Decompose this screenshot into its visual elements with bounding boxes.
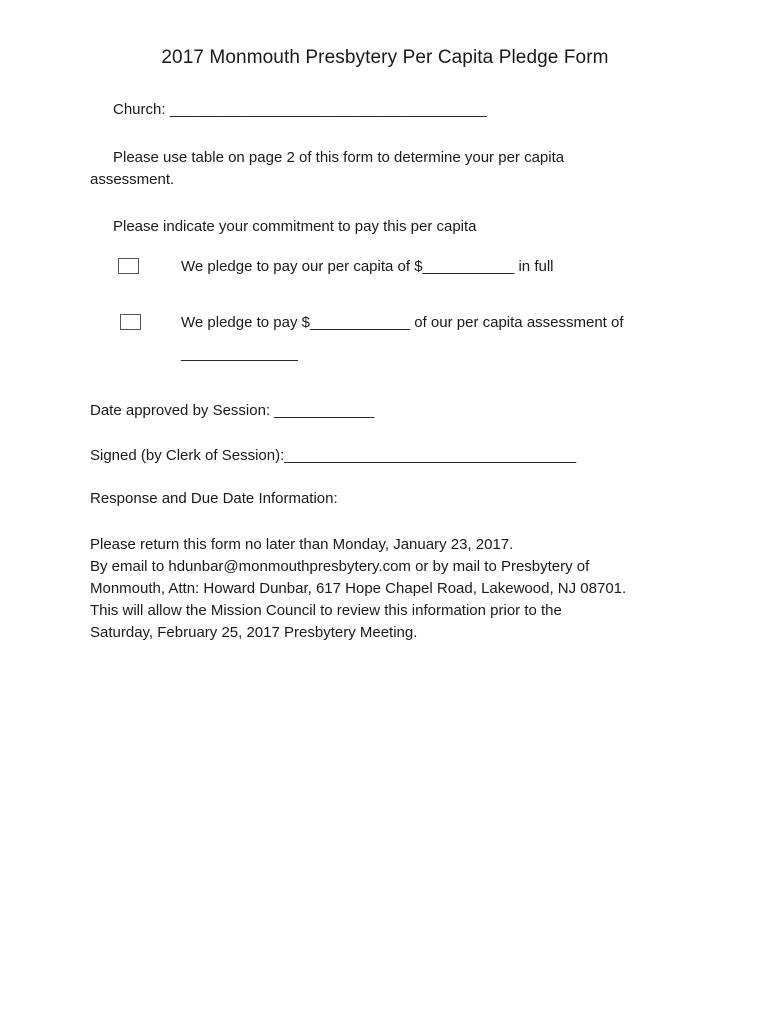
date-approved-field[interactable]: Date approved by Session: ____________ bbox=[90, 402, 375, 419]
response-heading: Response and Due Date Information: bbox=[90, 490, 338, 507]
return-line: Saturday, February 25, 2017 Presbytery Meeting. bbox=[90, 624, 418, 641]
return-line: Please return this form no later than Monday, January 23, 2017. bbox=[90, 536, 514, 553]
clerk-signature-field[interactable]: Signed (by Clerk of Session):___________________________________ bbox=[90, 447, 577, 464]
pledge-full-label: We pledge to pay our per capita of $___________ in full bbox=[181, 258, 554, 275]
commitment-prompt: Please indicate your commitment to pay this per capita bbox=[113, 218, 477, 235]
instruction-line-2: assessment. bbox=[90, 171, 175, 188]
return-line: This will allow the Mission Council to review this information prior to the bbox=[90, 602, 562, 619]
church-field[interactable]: Church: ______________________________________ bbox=[113, 101, 487, 118]
pledge-partial-checkbox[interactable] bbox=[120, 314, 141, 330]
pledge-partial-label: We pledge to pay $____________ of our per capita assessment of bbox=[181, 314, 624, 331]
pledge-partial-blank[interactable]: ______________ bbox=[181, 345, 298, 362]
instruction-line-1: Please use table on page 2 of this form to determine your per capita bbox=[113, 149, 565, 166]
form-title: 2017 Monmouth Presbytery Per Capita Pledge Form bbox=[161, 47, 609, 68]
return-line: By email to hdunbar@monmouthpresbytery.com or by mail to Presbytery of bbox=[90, 558, 590, 575]
pledge-full-checkbox[interactable] bbox=[118, 258, 139, 274]
return-line: Monmouth, Attn: Howard Dunbar, 617 Hope Chapel Road, Lakewood, NJ 08701. bbox=[90, 580, 627, 597]
